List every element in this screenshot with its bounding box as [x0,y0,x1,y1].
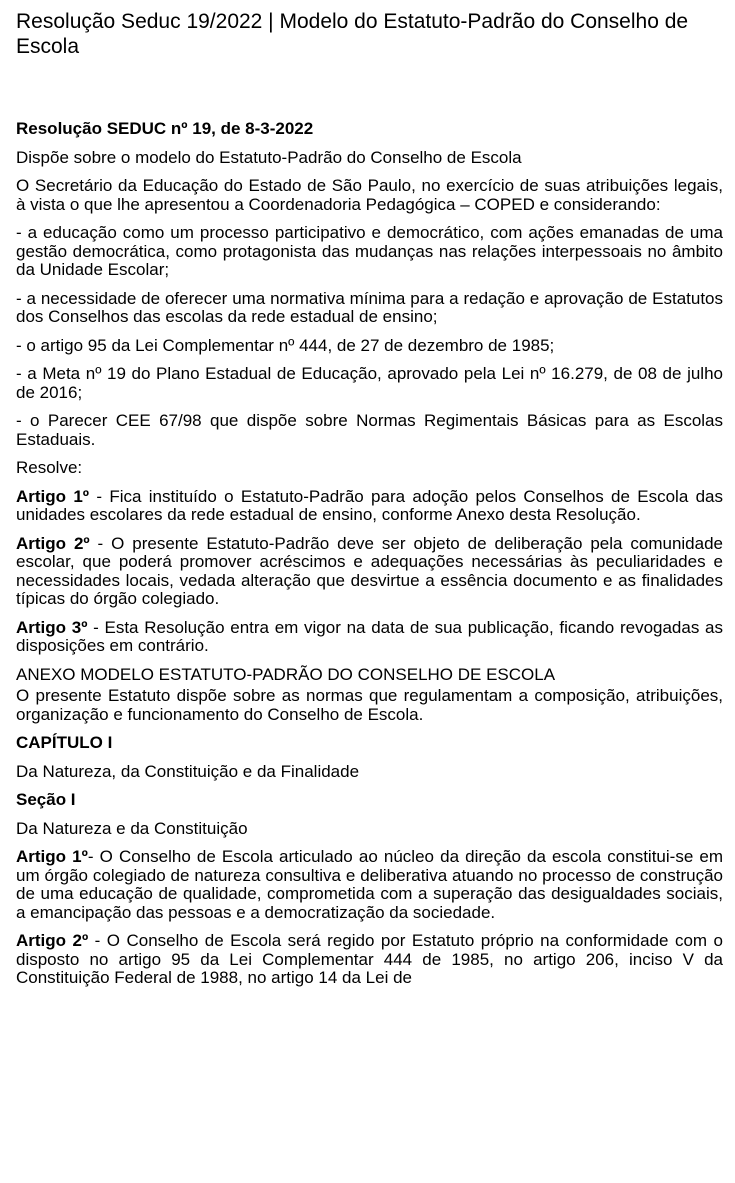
article-text: O presente Estatuto-Padrão deve ser objeto de deliberação pela comunidade escolar, que poderá promover acréscimos e adequações necessárias às peculiaridades e necessidades locais, vedada alteração que desvirtue a essência documento e as finalidades típicas do órgão colegiado. [16,533,724,608]
article-paragraph [16,535,723,609]
section-heading: Seção I [16,790,76,809]
article-label: Artigo 1º [16,847,88,866]
consideration-item: - a educação como um processo participativo e democrático, com ações emanadas de uma gestão democrática, como protagonista das mudanças nas relações interpessoais no âmbito da Unidade Escolar; [16,223,723,279]
annex-intro: O presente Estatuto dispõe sobre as normas que regulamentam a composição, atribuições, organização e funcionamento do Conselho de Escola. [16,686,723,724]
article-separator: - [87,847,100,866]
article-label: Artigo 2º [16,533,90,553]
article-paragraph [16,619,723,656]
article-text: O Conselho de Escola será regido por Estatuto próprio na conformidade com o disposto no artigo 95 da Lei Complementar 444 de 1985, no artigo 206, inciso V da Constituição Federal de 1988, no artigo 14 da Lei de [16,931,724,987]
article-text: O Conselho de Escola articulado ao núcleo da direção da escola constitui-se em um órgão colegiado de natureza consultiva e deliberativa atuando no processo de construção de uma educação de qualidade, comprometida com a superação das desigualdades sociais, a emancipação das pessoas e a democratização da sociedade. [16,847,723,922]
chapter-heading: CAPÍTULO I [16,733,113,752]
consideration-item: - a Meta nº 19 do Plano Estadual de Educação, aprovado pela Lei nº 16.279, de 08 de julho de 2016; [16,364,723,402]
annex-title: ANEXO MODELO ESTATUTO-PADRÃO DO CONSELHO DE ESCOLA [16,664,556,684]
annex-article-paragraph [16,932,723,988]
article-separator: - [87,617,105,637]
article-separator: - [89,533,112,553]
article-separator: - [89,486,110,506]
chapter-title: Da Natureza, da Constituição e da Finalidade [16,761,360,781]
article-label: Artigo 3º [16,617,88,637]
resolution-heading: Resolução SEDUC nº 19, de 8-3-2022 [16,119,314,138]
page-title: Resolução Seduc 19/2022 | Modelo do Estatuto-Padrão do Conselho de Escola [16,10,689,58]
consideration-item: - o Parecer CEE 67/98 que dispõe sobre Normas Regimentais Básicas para as Escolas Estaduais. [16,411,723,449]
article-label: Artigo 1º [16,486,90,506]
consideration-item: - a necessidade de oferecer uma normativa mínima para a redação e aprovação de Estatutos dos Conselhos das escolas da rede estadual de ensino; [16,288,723,326]
article-text: Fica instituído o Estatuto-Padrão para adoção pelos Conselhos de Escola das unidades escolares da rede estadual de ensino, conforme Anexo desta Resolução. [16,486,724,524]
article-separator: - [88,931,107,950]
resolve-label: Resolve: [16,458,83,477]
article-paragraph [16,488,723,525]
document-body [16,120,723,988]
section-title: Da Natureza e da Constituição [16,818,248,838]
preamble-paragraph: O Secretário da Educação do Estado de São Paulo, no exercício de suas atribuições legais, à vista o que lhe apresentou a Coordenadoria Pedagógica – COPED e considerando: [16,176,723,214]
annex-article-paragraph [16,848,723,922]
consideration-item: - o artigo 95 da Lei Complementar nº 444, de 27 de dezembro de 1985; [16,335,555,355]
resolution-summary: Dispõe sobre o modelo do Estatuto-Padrão do Conselho de Escola [16,147,522,167]
article-label: Artigo 2º [16,931,89,950]
article-text: Esta Resolução entra em vigor na data de sua publicação, ficando revogadas as disposições em contrário. [16,617,723,655]
